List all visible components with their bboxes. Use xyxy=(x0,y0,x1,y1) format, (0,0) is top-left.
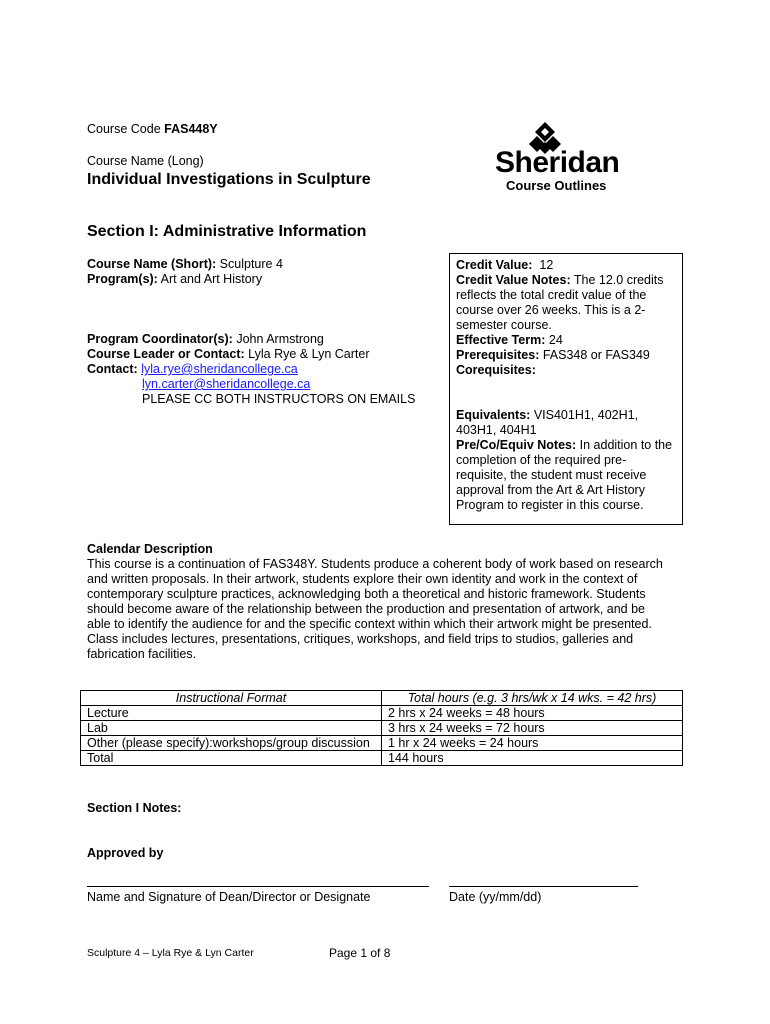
pce-text-4: approval from the Art & Art History xyxy=(456,483,645,497)
cc-note: PLEASE CC BOTH INSTRUCTORS ON EMAILS xyxy=(142,392,416,406)
table-cell-hours: 3 hrs x 24 weeks = 72 hours xyxy=(382,721,683,736)
course-name-long: Individual Investigations in Sculpture xyxy=(87,171,371,188)
calendar-line: This course is a continuation of FAS348Y. Students produce a coherent body of work based on research xyxy=(87,557,663,571)
prereq-line xyxy=(456,348,650,363)
table-cell-format: Other (please specify):workshops/group discussion xyxy=(81,736,382,751)
prereq-label: Prerequisites: xyxy=(456,348,540,362)
pce-text-2: completion of the required pre- xyxy=(456,453,627,467)
pce-text-1: In addition to the xyxy=(579,438,673,452)
programs-line xyxy=(87,272,262,287)
date-label: Date (yy/mm/dd) xyxy=(449,890,542,904)
programs-label: Program(s): xyxy=(87,272,158,286)
table-row xyxy=(81,721,683,736)
coordinator-label: Program Coordinator(s): xyxy=(87,332,233,346)
calendar-line: able to identify the audience for and the specific context within which their artwork might be presented. xyxy=(87,617,652,631)
pce-line-1 xyxy=(456,438,672,453)
coordinator-line xyxy=(87,332,324,347)
table-row xyxy=(81,736,683,751)
course-name-long-label: Course Name (Long) xyxy=(87,154,204,168)
course-code-line xyxy=(87,122,218,136)
table-cell-hours: 2 hrs x 24 weeks = 48 hours xyxy=(382,706,683,721)
pce-label: Pre/Co/Equiv Notes: xyxy=(456,438,577,452)
page-number: Page 1 of 8 xyxy=(329,946,391,960)
section-title: Section I: Administrative Information xyxy=(87,223,367,240)
credit-value-line xyxy=(456,258,553,273)
contact-line xyxy=(87,362,298,377)
approved-by-label: Approved by xyxy=(87,846,164,860)
logo-subtitle: Course Outlines xyxy=(506,178,607,193)
short-name-value: Sculpture 4 xyxy=(219,257,283,271)
pce-text-5: Program to register in this course. xyxy=(456,498,644,512)
course-code-label: Course Code xyxy=(87,122,161,136)
calendar-body xyxy=(87,557,687,662)
prereq-value: FAS348 or FAS349 xyxy=(542,348,650,362)
calendar-line: should become aware of the relationship between the production and presentation of artwork, and be xyxy=(87,602,646,616)
table-cell-format: Total xyxy=(81,751,382,766)
table-cell-hours: 1 hr x 24 weeks = 24 hours xyxy=(382,736,683,751)
credit-value: 12 xyxy=(539,258,554,272)
table-row xyxy=(81,751,683,766)
table-cell-hours: 144 hours xyxy=(382,751,683,766)
footer-left: Sculpture 4 – Lyla Rye & Lyn Carter xyxy=(87,947,254,959)
calendar-line: contemporary sculpture practices, acknowledging both a theoretical and historic framework. Students xyxy=(87,587,646,601)
table-header-hours: Total hours (e.g. 3 hrs/wk x 14 wks. = 42 hrs) xyxy=(382,691,683,706)
leader-label: Course Leader or Contact: xyxy=(87,347,245,361)
table-header-row xyxy=(81,691,683,706)
email-link-2[interactable] xyxy=(142,377,310,392)
credit-notes-text-1: The 12.0 credits xyxy=(573,273,664,287)
course-code: FAS448Y xyxy=(164,122,218,136)
short-name-line xyxy=(87,257,283,272)
effective-term-label: Effective Term: xyxy=(456,333,546,347)
section-notes-label: Section I Notes: xyxy=(87,801,182,815)
calendar-line: fabrication facilities. xyxy=(87,647,197,661)
table-cell-format: Lab xyxy=(81,721,382,736)
credit-info-box xyxy=(449,253,683,525)
pce-text-3: requisite, the student must receive xyxy=(456,468,647,482)
table-cell-format: Lecture xyxy=(81,706,382,721)
calendar-line: Class includes lectures, presentations, critiques, workshops, and field trips to studios, galleries and xyxy=(87,632,634,646)
leader-line xyxy=(87,347,370,362)
effective-term-line xyxy=(456,333,563,348)
programs-value: Art and Art History xyxy=(160,272,263,286)
equiv-line xyxy=(456,408,638,423)
date-line xyxy=(449,886,638,887)
short-name-label: Course Name (Short): xyxy=(87,257,217,271)
credit-notes-text-3: course over 26 weeks. This is a 2- xyxy=(456,303,646,317)
credit-value-label: Credit Value: xyxy=(456,258,533,272)
signature-label: Name and Signature of Dean/Director or Designate xyxy=(87,890,371,904)
email-link-1[interactable]: lyla.rye@sheridancollege.ca xyxy=(141,362,298,376)
instructional-format-table xyxy=(80,690,683,766)
equiv-value-2: 403H1, 404H1 xyxy=(456,423,537,437)
email-link-2-text[interactable]: lyn.carter@sheridancollege.ca xyxy=(142,377,311,391)
coordinator-value: John Armstrong xyxy=(236,332,324,346)
logo-text: Sheridan xyxy=(495,146,620,179)
signature-line xyxy=(87,886,429,887)
table-row xyxy=(81,706,683,721)
coreq-label: Corequisites: xyxy=(456,363,536,377)
leader-value: Lyla Rye & Lyn Carter xyxy=(248,347,370,361)
contact-label: Contact: xyxy=(87,362,138,376)
effective-term-value: 24 xyxy=(548,333,563,347)
equiv-label: Equivalents: xyxy=(456,408,531,422)
calendar-line: and written proposals. In their artwork, students explore their own identity and work in the context of xyxy=(87,572,638,586)
table-header-format: Instructional Format xyxy=(81,691,382,706)
credit-notes-text-2: reflects the total credit value of the xyxy=(456,288,647,302)
equiv-value-1: VIS401H1, 402H1, xyxy=(533,408,639,422)
credit-notes-text-4: semester course. xyxy=(456,318,552,332)
credit-notes-label: Credit Value Notes: xyxy=(456,273,571,287)
calendar-title: Calendar Description xyxy=(87,542,213,556)
credit-notes-line-1 xyxy=(456,273,664,288)
